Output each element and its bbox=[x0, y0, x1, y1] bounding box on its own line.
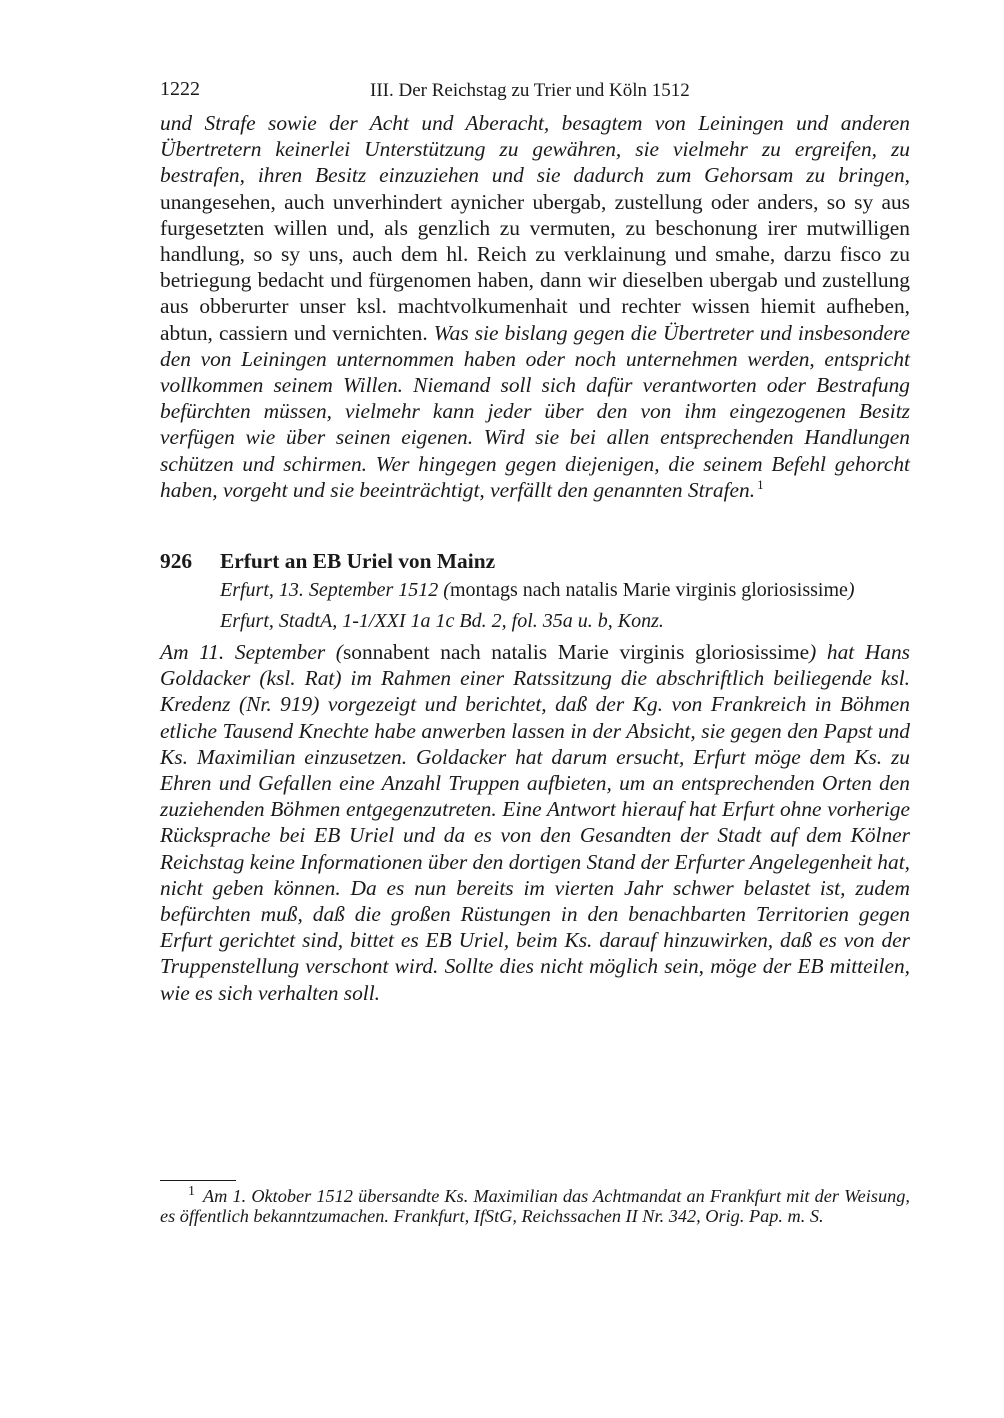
source-citation: Erfurt, StadtA, 1-1/XXI 1a 1c Bd. 2, fol. 35a u. b, Konz. bbox=[220, 610, 664, 633]
date-close: ) bbox=[847, 579, 855, 602]
document-date-line bbox=[220, 575, 910, 606]
document-source-line bbox=[220, 606, 910, 637]
page-number: 1222 bbox=[160, 78, 200, 100]
continuation-italic-1: und Strafe sowie der Acht und Aberacht, besagtem von Leiningen und anderen Übertretern keinerlei Unterstützung zu gewähren, sie vielmehr zu ergreifen, zu bestrafen, ihren Besitz einzuziehen und sie dadurch zum Gehorsam zu bringen, bbox=[160, 111, 910, 188]
continuation-paragraph bbox=[160, 110, 910, 503]
footnote bbox=[160, 1183, 910, 1226]
body-roman-quote: sonnabent nach natalis Marie virginis gloriosissime bbox=[342, 640, 810, 665]
running-title: III. Der Reichstag zu Trier und Köln 1512 bbox=[370, 80, 690, 101]
continuation-roman-quote: unangesehen, auch unverhindert aynicher ubergab, zustellung oder anders, so sy aus furgesetzten willen und, als genzlich zu vermuten, zu beschonung irer mutwilligen handlung, so sy uns, auch dem hl. Reich zu verklainung und smahe, darzu fisco zu betriegung bedacht und fürgenomen haben, dann wir dieselben ubergab und zustellung aus obberurter unser ksl. machtvolkumenhait und rechter wissen hiemit aufheben, abtun, cassiern und vernichten. bbox=[160, 189, 910, 345]
body-italic-2: ) hat Hans Goldacker (ksl. Rat) im Rahmen einer Ratssitzung die abschriftlich beiliegende ksl. Kredenz (Nr. 919) vorgezeigt und berichtet, daß der Kg. von Frankreich in Böhmen etliche Tausend Knechte habe anwerben lassen in der Absicht, sie gegen den Papst und Ks. Maximilian einzusetzen. Goldacker hat darum ersucht, Erfurt möge dem Ks. zu Ehren und Gefallen eine Anzahl Truppen aufbieten, um an entsprechenden Orten den zuziehenden Böhmen entgegenzutreten. Eine Antwort hierauf hat Erfurt ohne vorherige Rücksprache bei EB Uriel und da es von den Gesandten der Stadt auf dem Kölner Reichstag keine Informationen über den dortigen Stand der Erfurter Angelegenheit hat, nicht geben können. Da es nun bereits im vierten Jahr schwer belastet ist, zudem befürchten muß, daß die großen Rüstungen in den benachbarten Territorien gegen Erfurt gerichtet sind, bittet es EB Uriel, beim Ks. darauf hinzuwirken, daß es von der Truppenstellung verschont wird. Sollte dies nicht möglich sein, möge der EB mitteilen, wie es sich verhalten soll. bbox=[160, 640, 910, 1005]
footnote-text: Am 1. Oktober 1512 übersandte Ks. Maximilian das Achtmandat an Frankfurt mit der Weisung, es öffentlich bekanntzumachen. Frankfurt, IfStG, Reichssachen II Nr. 342, Orig. Pap. m. S. bbox=[160, 1186, 910, 1226]
document-title: Erfurt an EB Uriel von Mainz bbox=[220, 549, 496, 574]
footnote-number: 1 bbox=[188, 1183, 195, 1199]
continuation-italic-2: Was sie bislang gegen die Übertreter und insbesondere den von Leiningen unternommen haben oder noch unternehmen werden, entspricht vollkommen seinem Willen. Niemand soll sich dafür verantworten oder Bestrafung befürchten müssen, vielmehr kann jeder über den von ihm eingezogenen Besitz verfügen wie über seinen eigenen. Wird sie bei allen entsprechenden Handlungen schützen und schirmen. Wer hingegen gegen diejenigen, die seinem Befehl gehorcht haben, vorgeht und sie beeinträchtigt, verfällt den genannten Strafen. bbox=[160, 320, 910, 502]
page-content bbox=[160, 78, 910, 1006]
date-original: montags nach natalis Marie virginis gloriosissime bbox=[449, 579, 848, 602]
footnote-reference[interactable]: 1 bbox=[757, 476, 764, 492]
body-italic-1: Am 11. September ( bbox=[160, 640, 343, 665]
date-place: Erfurt, 13. September 1512 ( bbox=[220, 579, 450, 602]
footnote-rule bbox=[160, 1180, 236, 1181]
document-number: 926 bbox=[160, 549, 193, 574]
document-body bbox=[160, 639, 910, 1006]
page-header bbox=[160, 78, 910, 110]
document-heading bbox=[160, 547, 910, 575]
